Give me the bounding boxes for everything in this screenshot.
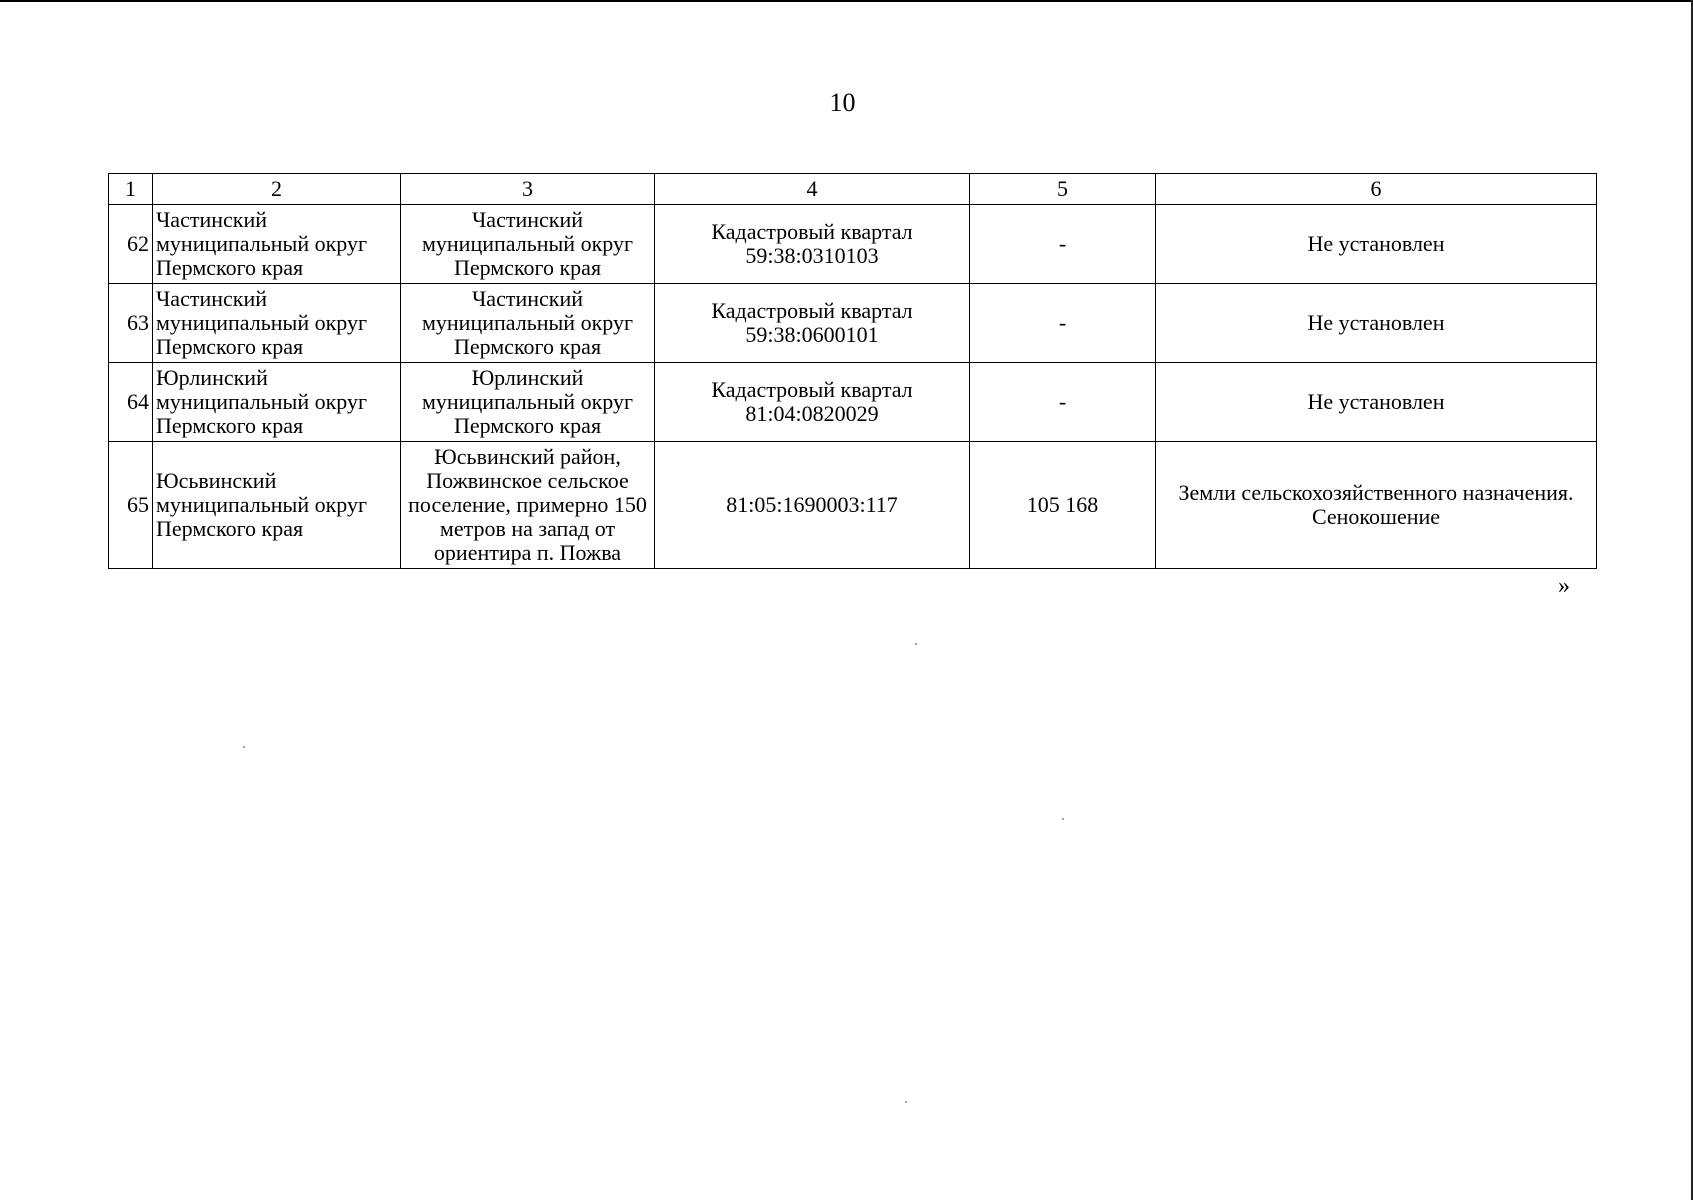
category-cell: Не установлен — [1156, 284, 1597, 363]
scan-edge-top — [0, 0, 1693, 2]
cadastral-cell: Кадастровый квартал 81:04:0820029 — [655, 363, 970, 442]
row-number: 64 — [109, 363, 153, 442]
category-cell: Земли сельскохозяйственного назначения. Сенокошение — [1156, 442, 1597, 569]
column-header: 3 — [401, 174, 655, 205]
cadastral-cell: Кадастровый квартал 59:38:0600101 — [655, 284, 970, 363]
table-row — [109, 284, 1597, 363]
table-row — [109, 205, 1597, 284]
row-number: 63 — [109, 284, 153, 363]
municipality-cell: Частинский муниципальный округ Пермского края — [153, 205, 401, 284]
column-header: 5 — [970, 174, 1156, 205]
scan-speck — [905, 1101, 907, 1103]
location-cell: Юсьвинский район, Пожвинское сельское поселение, примерно 150 метров на запад от ориентира п. Пожва — [401, 442, 655, 569]
row-number: 62 — [109, 205, 153, 284]
category-cell: Не установлен — [1156, 205, 1597, 284]
scan-speck — [1062, 818, 1064, 820]
land-registry-table — [108, 173, 1597, 569]
column-header: 1 — [109, 174, 153, 205]
scan-speck — [243, 746, 245, 748]
cadastral-cell: Кадастровый квартал 59:38:0310103 — [655, 205, 970, 284]
municipality-cell: Юрлинский муниципальный округ Пермского края — [153, 363, 401, 442]
row-number: 65 — [109, 442, 153, 569]
column-header: 4 — [655, 174, 970, 205]
table-header-row — [109, 174, 1597, 205]
area-cell: - — [970, 363, 1156, 442]
area-cell: 105 168 — [970, 442, 1156, 569]
table-row — [109, 442, 1597, 569]
closing-quote-mark: » — [1558, 573, 1570, 599]
column-header: 6 — [1156, 174, 1597, 205]
location-cell: Частинский муниципальный округ Пермского края — [401, 205, 655, 284]
cadastral-cell: 81:05:1690003:117 — [655, 442, 970, 569]
scan-speck — [915, 643, 917, 645]
category-cell: Не установлен — [1156, 363, 1597, 442]
page-number: 10 — [829, 88, 856, 117]
municipality-cell: Юсьвинский муниципальный округ Пермского края — [153, 442, 401, 569]
table-row — [109, 363, 1597, 442]
column-header: 2 — [153, 174, 401, 205]
area-cell: - — [970, 205, 1156, 284]
municipality-cell: Частинский муниципальный округ Пермского края — [153, 284, 401, 363]
location-cell: Юрлинский муниципальный округ Пермского края — [401, 363, 655, 442]
area-cell: - — [970, 284, 1156, 363]
location-cell: Частинский муниципальный округ Пермского края — [401, 284, 655, 363]
